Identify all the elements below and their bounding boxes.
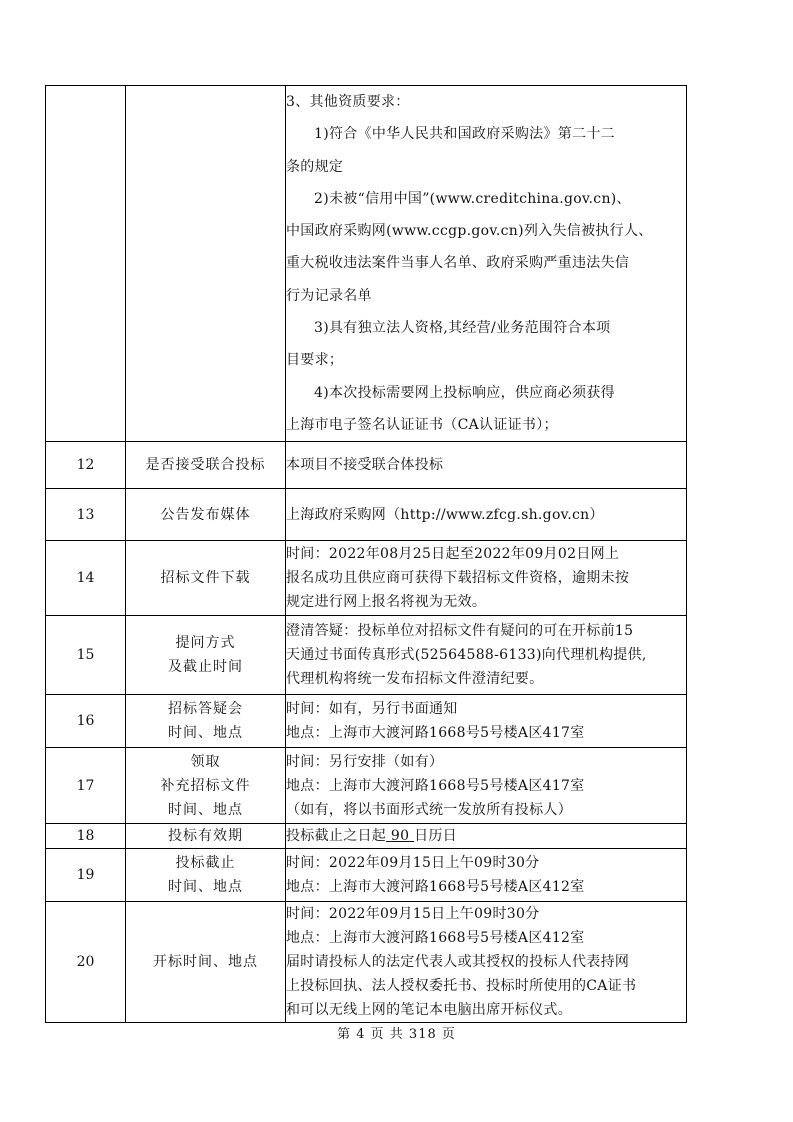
item-line: 时间、地点 bbox=[168, 801, 243, 818]
content-line: 规定进行网上报名将视为无效。 bbox=[286, 594, 487, 611]
row-content bbox=[286, 541, 687, 616]
content-line: 2)未被“信用中国”(www.creditchina.gov.cn)、 bbox=[314, 190, 631, 207]
row-content bbox=[286, 695, 687, 748]
content-line: 代理机构将统一发布招标文件澄清纪要。 bbox=[286, 671, 544, 688]
row-item bbox=[126, 849, 286, 902]
content-line: 1)符合《中华人民共和国政府采购法》第二十二 bbox=[314, 126, 615, 143]
row-item bbox=[126, 695, 286, 748]
item-line: 提问方式 bbox=[175, 635, 236, 652]
validity-days bbox=[386, 828, 414, 844]
content-line: 时间：2022年09月15日上午09时30分 bbox=[286, 906, 540, 923]
content-line: 上海政府采购网（http://www.zfcg.sh.gov.cn） bbox=[286, 506, 604, 523]
content-line: （如有，将以书面形式统一发放所有投标人） bbox=[286, 801, 572, 818]
table-row bbox=[46, 442, 687, 489]
content-line: 上投标回执、法人授权委托书、投标时所使用的CA证书 bbox=[286, 978, 637, 995]
content-line: 地点：上海市大渡河路1668号5号楼A区417室 bbox=[286, 725, 585, 742]
content-line: 行为记录名单 bbox=[286, 287, 372, 304]
content-line: 4)本次投标需要网上投标响应，供应商必须获得 bbox=[314, 384, 615, 401]
content-line: 地点：上海市大渡河路1668号5号楼A区412室 bbox=[286, 879, 585, 896]
row-item: 开标时间、地点 bbox=[126, 902, 286, 1023]
content-line: 时间：2022年09月15日上午09时30分 bbox=[286, 855, 540, 872]
content-line: 时间：2022年08月25日起至2022年09月02日网上 bbox=[286, 546, 620, 563]
item-line: 领取 bbox=[190, 753, 221, 770]
table-row bbox=[46, 902, 687, 1023]
table-row bbox=[46, 849, 687, 902]
row-item: 投标有效期 bbox=[126, 824, 286, 849]
item-line: 补充招标文件 bbox=[160, 777, 251, 794]
row-item bbox=[126, 616, 286, 695]
row-content bbox=[286, 442, 687, 489]
row-content bbox=[286, 616, 687, 695]
content-line: 时间：如有，另行书面通知 bbox=[286, 701, 458, 718]
content-line: 地点：上海市大渡河路1668号5号楼A区417室 bbox=[286, 777, 585, 794]
row-number bbox=[46, 86, 126, 442]
content-line: 3、其他资质要求： bbox=[286, 94, 410, 110]
table-row bbox=[46, 489, 687, 541]
table-row bbox=[46, 616, 687, 695]
item-line: 招标答疑会 bbox=[168, 701, 243, 718]
validity-suffix: 日历日 bbox=[414, 828, 457, 845]
table-row bbox=[46, 86, 687, 442]
content-line: 上海市电子签名认证证书（CA认证证书）； bbox=[286, 416, 558, 433]
row-content bbox=[286, 748, 687, 824]
item-line: 时间、地点 bbox=[168, 879, 243, 896]
page-footer: 第 4 页 共 318 页 bbox=[337, 1027, 456, 1042]
content-line: 地点：上海市大渡河路1668号5号楼A区412室 bbox=[286, 930, 585, 947]
table-row bbox=[46, 695, 687, 748]
validity-days-value: 90 bbox=[390, 828, 410, 845]
item-line: 及截止时间 bbox=[168, 659, 243, 676]
row-item: 招标文件下载 bbox=[126, 541, 286, 616]
row-content bbox=[286, 849, 687, 902]
content-line: 重大税收违法案件当事人名单、政府采购严重违法失信 bbox=[286, 255, 630, 272]
item-line: 时间、地点 bbox=[168, 725, 243, 742]
content-line: 报名成功且供应商可获得下载招标文件资格，逾期未按 bbox=[286, 570, 630, 587]
validity-prefix: 投标截止之日起 bbox=[286, 828, 387, 845]
table-row bbox=[46, 541, 687, 616]
row-number: 12 bbox=[46, 442, 126, 489]
content-line: 本项目不接受联合体投标 bbox=[286, 457, 444, 474]
bid-info-table bbox=[45, 85, 687, 1023]
content-line: 澄清答疑：投标单位对招标文件有疑问的可在开标前15 bbox=[286, 623, 634, 640]
row-number: 15 bbox=[46, 616, 126, 695]
row-number: 16 bbox=[46, 695, 126, 748]
content-line: 3)具有独立法人资格,其经营/业务范围符合本项 bbox=[314, 320, 611, 337]
row-content bbox=[286, 489, 687, 541]
row-item: 是否接受联合投标 bbox=[126, 442, 286, 489]
row-number: 14 bbox=[46, 541, 126, 616]
row-content bbox=[286, 824, 687, 849]
row-number: 18 bbox=[46, 824, 126, 849]
content-line: 条的规定 bbox=[286, 158, 344, 175]
row-number: 20 bbox=[46, 902, 126, 1023]
table-row bbox=[46, 748, 687, 824]
row-number: 17 bbox=[46, 748, 126, 824]
content-line: 和可以无线上网的笔记本电脑出席开标仪式。 bbox=[286, 1002, 572, 1019]
item-line: 投标截止 bbox=[175, 855, 236, 872]
row-item bbox=[126, 748, 286, 824]
content-line: 天通过书面传真形式(52564588-6133)向代理机构提供, bbox=[286, 647, 647, 664]
table-row bbox=[46, 824, 687, 849]
row-number: 19 bbox=[46, 849, 126, 902]
row-number: 13 bbox=[46, 489, 126, 541]
row-item: 公告发布媒体 bbox=[126, 489, 286, 541]
content-line: 时间：另行安排（如有） bbox=[286, 753, 444, 770]
row-content bbox=[286, 902, 687, 1023]
content-line: 中国政府采购网(www.ccgp.gov.cn)列入失信被执行人、 bbox=[286, 223, 653, 240]
row-item bbox=[126, 86, 286, 442]
content-line: 届时请投标人的法定代表人或其授权的投标人代表持网 bbox=[286, 954, 630, 971]
row-content bbox=[286, 86, 687, 442]
content-line: 目要求； bbox=[286, 352, 344, 369]
